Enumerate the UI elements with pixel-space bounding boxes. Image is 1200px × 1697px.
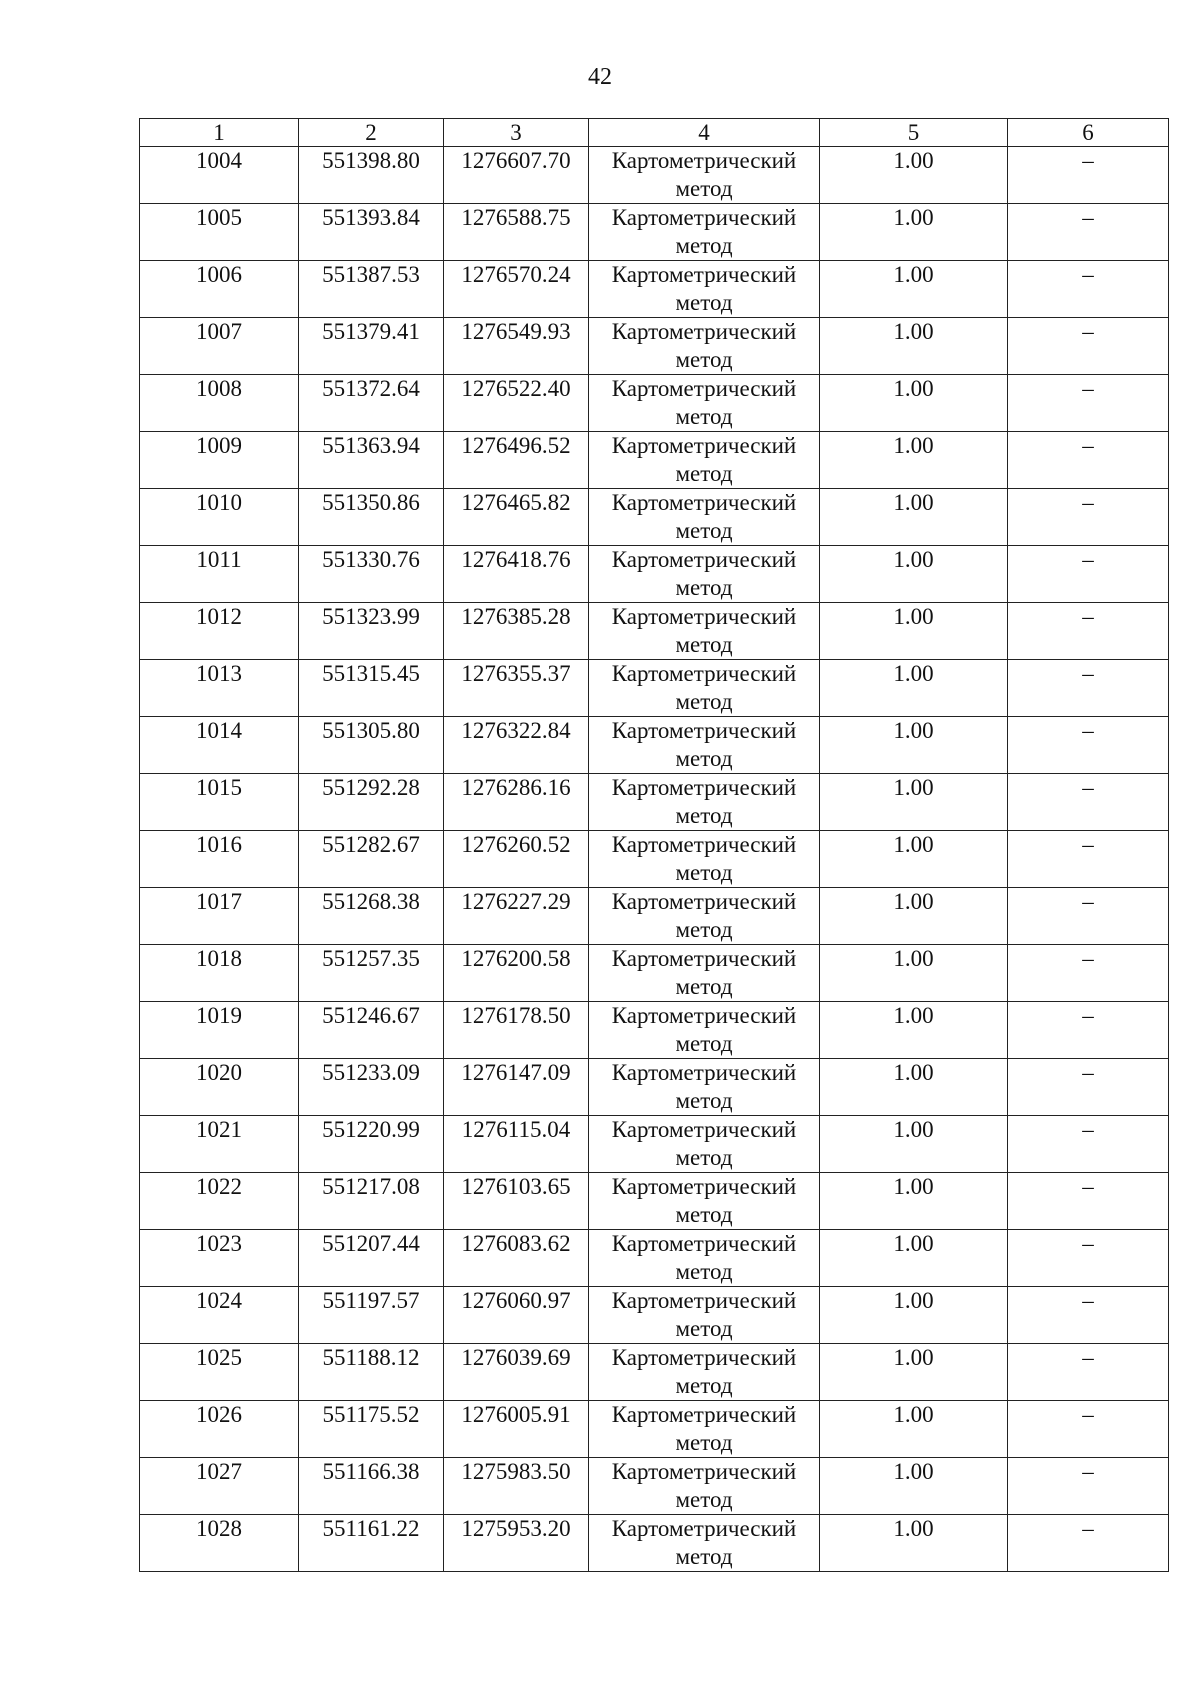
cell-accuracy: 1.00 bbox=[820, 945, 1008, 1002]
method-line-1: Картометрический bbox=[611, 1402, 797, 1427]
cell-method bbox=[589, 888, 820, 945]
header-row bbox=[140, 119, 1169, 147]
cell-method bbox=[589, 1173, 820, 1230]
method-line-1: Картометрический bbox=[611, 661, 797, 686]
coordinates-table bbox=[139, 118, 1169, 1572]
cell-y-coordinate: 1276103.65 bbox=[444, 1173, 589, 1230]
method-line-2: метод bbox=[675, 575, 733, 600]
method-line-2: метод bbox=[675, 746, 733, 771]
cell-x-coordinate: 551166.38 bbox=[299, 1458, 444, 1515]
cell-x-coordinate: 551305.80 bbox=[299, 717, 444, 774]
table-row bbox=[140, 318, 1169, 375]
table-row bbox=[140, 1230, 1169, 1287]
method-line-1: Картометрический bbox=[611, 1003, 797, 1028]
cell-accuracy: 1.00 bbox=[820, 432, 1008, 489]
cell-point-number: 1024 bbox=[140, 1287, 299, 1344]
cell-point-number: 1014 bbox=[140, 717, 299, 774]
cell-y-coordinate: 1276115.04 bbox=[444, 1116, 589, 1173]
cell-point-number: 1023 bbox=[140, 1230, 299, 1287]
method-line-1: Картометрический bbox=[611, 604, 797, 629]
cell-method bbox=[589, 261, 820, 318]
cell-note: – bbox=[1008, 318, 1169, 375]
method-line-2: метод bbox=[675, 1202, 733, 1227]
table-row bbox=[140, 432, 1169, 489]
cell-note: – bbox=[1008, 945, 1169, 1002]
method-line-2: метод bbox=[675, 803, 733, 828]
column-header-4: 4 bbox=[589, 119, 820, 147]
method-line-2: метод bbox=[675, 176, 733, 201]
page-number: 42 bbox=[588, 64, 612, 90]
cell-note: – bbox=[1008, 432, 1169, 489]
cell-accuracy: 1.00 bbox=[820, 1287, 1008, 1344]
cell-method bbox=[589, 1344, 820, 1401]
cell-x-coordinate: 551379.41 bbox=[299, 318, 444, 375]
cell-y-coordinate: 1276496.52 bbox=[444, 432, 589, 489]
cell-y-coordinate: 1276570.24 bbox=[444, 261, 589, 318]
table-row bbox=[140, 774, 1169, 831]
method-line-2: метод bbox=[675, 347, 733, 372]
cell-x-coordinate: 551197.57 bbox=[299, 1287, 444, 1344]
table-row bbox=[140, 204, 1169, 261]
method-line-1: Картометрический bbox=[611, 148, 797, 173]
cell-x-coordinate: 551175.52 bbox=[299, 1401, 444, 1458]
method-line-1: Картометрический bbox=[611, 1288, 797, 1313]
cell-note: – bbox=[1008, 204, 1169, 261]
cell-method bbox=[589, 1116, 820, 1173]
cell-point-number: 1011 bbox=[140, 546, 299, 603]
cell-accuracy: 1.00 bbox=[820, 888, 1008, 945]
column-header-6: 6 bbox=[1008, 119, 1169, 147]
column-header-5: 5 bbox=[820, 119, 1008, 147]
cell-y-coordinate: 1276385.28 bbox=[444, 603, 589, 660]
cell-x-coordinate: 551350.86 bbox=[299, 489, 444, 546]
cell-method bbox=[589, 1059, 820, 1116]
cell-y-coordinate: 1276147.09 bbox=[444, 1059, 589, 1116]
cell-accuracy: 1.00 bbox=[820, 1344, 1008, 1401]
method-line-2: метод bbox=[675, 860, 733, 885]
cell-method bbox=[589, 432, 820, 489]
cell-method bbox=[589, 204, 820, 261]
method-line-1: Картометрический bbox=[611, 775, 797, 800]
method-line-2: метод bbox=[675, 974, 733, 999]
cell-accuracy: 1.00 bbox=[820, 147, 1008, 204]
cell-note: – bbox=[1008, 774, 1169, 831]
cell-y-coordinate: 1275983.50 bbox=[444, 1458, 589, 1515]
cell-x-coordinate: 551372.64 bbox=[299, 375, 444, 432]
cell-note: – bbox=[1008, 546, 1169, 603]
cell-x-coordinate: 551398.80 bbox=[299, 147, 444, 204]
method-line-1: Картометрический bbox=[611, 1516, 797, 1541]
cell-point-number: 1017 bbox=[140, 888, 299, 945]
cell-accuracy: 1.00 bbox=[820, 318, 1008, 375]
cell-x-coordinate: 551315.45 bbox=[299, 660, 444, 717]
cell-method bbox=[589, 1401, 820, 1458]
table-row bbox=[140, 888, 1169, 945]
cell-accuracy: 1.00 bbox=[820, 1116, 1008, 1173]
cell-x-coordinate: 551292.28 bbox=[299, 774, 444, 831]
cell-method bbox=[589, 1002, 820, 1059]
cell-y-coordinate: 1276588.75 bbox=[444, 204, 589, 261]
cell-point-number: 1021 bbox=[140, 1116, 299, 1173]
cell-x-coordinate: 551330.76 bbox=[299, 546, 444, 603]
method-line-1: Картометрический bbox=[611, 946, 797, 971]
cell-point-number: 1019 bbox=[140, 1002, 299, 1059]
table-row bbox=[140, 831, 1169, 888]
cell-accuracy: 1.00 bbox=[820, 1059, 1008, 1116]
cell-y-coordinate: 1276522.40 bbox=[444, 375, 589, 432]
method-line-2: метод bbox=[675, 518, 733, 543]
method-line-1: Картометрический bbox=[611, 889, 797, 914]
cell-point-number: 1004 bbox=[140, 147, 299, 204]
cell-point-number: 1018 bbox=[140, 945, 299, 1002]
cell-method bbox=[589, 774, 820, 831]
cell-accuracy: 1.00 bbox=[820, 261, 1008, 318]
cell-note: – bbox=[1008, 1515, 1169, 1572]
cell-accuracy: 1.00 bbox=[820, 660, 1008, 717]
cell-note: – bbox=[1008, 1287, 1169, 1344]
table-body bbox=[140, 147, 1169, 1572]
cell-method bbox=[589, 1287, 820, 1344]
method-line-1: Картометрический bbox=[611, 1174, 797, 1199]
method-line-1: Картометрический bbox=[611, 1231, 797, 1256]
cell-point-number: 1010 bbox=[140, 489, 299, 546]
cell-point-number: 1016 bbox=[140, 831, 299, 888]
cell-point-number: 1006 bbox=[140, 261, 299, 318]
cell-x-coordinate: 551393.84 bbox=[299, 204, 444, 261]
table-row bbox=[140, 717, 1169, 774]
cell-point-number: 1009 bbox=[140, 432, 299, 489]
cell-x-coordinate: 551220.99 bbox=[299, 1116, 444, 1173]
cell-method bbox=[589, 945, 820, 1002]
table-header bbox=[140, 119, 1169, 147]
method-line-2: метод bbox=[675, 1430, 733, 1455]
cell-method bbox=[589, 603, 820, 660]
cell-note: – bbox=[1008, 1116, 1169, 1173]
cell-y-coordinate: 1276200.58 bbox=[444, 945, 589, 1002]
cell-x-coordinate: 551257.35 bbox=[299, 945, 444, 1002]
cell-method bbox=[589, 318, 820, 375]
cell-note: – bbox=[1008, 375, 1169, 432]
method-line-2: метод bbox=[675, 1088, 733, 1113]
cell-x-coordinate: 551217.08 bbox=[299, 1173, 444, 1230]
cell-note: – bbox=[1008, 261, 1169, 318]
cell-point-number: 1007 bbox=[140, 318, 299, 375]
cell-note: – bbox=[1008, 1230, 1169, 1287]
method-line-2: метод bbox=[675, 233, 733, 258]
cell-method bbox=[589, 1230, 820, 1287]
cell-y-coordinate: 1276083.62 bbox=[444, 1230, 589, 1287]
cell-method bbox=[589, 1458, 820, 1515]
cell-accuracy: 1.00 bbox=[820, 489, 1008, 546]
cell-y-coordinate: 1276039.69 bbox=[444, 1344, 589, 1401]
table-row bbox=[140, 1287, 1169, 1344]
cell-note: – bbox=[1008, 1002, 1169, 1059]
cell-y-coordinate: 1276260.52 bbox=[444, 831, 589, 888]
cell-point-number: 1027 bbox=[140, 1458, 299, 1515]
cell-y-coordinate: 1276418.76 bbox=[444, 546, 589, 603]
cell-y-coordinate: 1276549.93 bbox=[444, 318, 589, 375]
cell-method bbox=[589, 831, 820, 888]
table-row bbox=[140, 1002, 1169, 1059]
method-line-1: Картометрический bbox=[611, 1060, 797, 1085]
cell-point-number: 1025 bbox=[140, 1344, 299, 1401]
table-row bbox=[140, 1116, 1169, 1173]
table-row bbox=[140, 1401, 1169, 1458]
cell-x-coordinate: 551387.53 bbox=[299, 261, 444, 318]
cell-accuracy: 1.00 bbox=[820, 375, 1008, 432]
cell-note: – bbox=[1008, 603, 1169, 660]
method-line-2: метод bbox=[675, 1316, 733, 1341]
table-row bbox=[140, 1344, 1169, 1401]
method-line-2: метод bbox=[675, 461, 733, 486]
cell-y-coordinate: 1275953.20 bbox=[444, 1515, 589, 1572]
method-line-1: Картометрический bbox=[611, 205, 797, 230]
table-row bbox=[140, 375, 1169, 432]
cell-x-coordinate: 551323.99 bbox=[299, 603, 444, 660]
cell-note: – bbox=[1008, 1344, 1169, 1401]
table-row bbox=[140, 603, 1169, 660]
cell-accuracy: 1.00 bbox=[820, 603, 1008, 660]
table-row bbox=[140, 261, 1169, 318]
table-row bbox=[140, 660, 1169, 717]
column-header-3: 3 bbox=[444, 119, 589, 147]
method-line-2: метод bbox=[675, 1373, 733, 1398]
cell-y-coordinate: 1276355.37 bbox=[444, 660, 589, 717]
cell-note: – bbox=[1008, 147, 1169, 204]
method-line-2: метод bbox=[675, 1145, 733, 1170]
table-row bbox=[140, 1458, 1169, 1515]
cell-note: – bbox=[1008, 1458, 1169, 1515]
method-line-1: Картометрический bbox=[611, 262, 797, 287]
cell-accuracy: 1.00 bbox=[820, 1002, 1008, 1059]
cell-x-coordinate: 551363.94 bbox=[299, 432, 444, 489]
cell-x-coordinate: 551246.67 bbox=[299, 1002, 444, 1059]
method-line-2: метод bbox=[675, 1259, 733, 1284]
cell-y-coordinate: 1276465.82 bbox=[444, 489, 589, 546]
method-line-1: Картометрический bbox=[611, 1345, 797, 1370]
cell-method bbox=[589, 1515, 820, 1572]
cell-note: – bbox=[1008, 831, 1169, 888]
cell-accuracy: 1.00 bbox=[820, 1230, 1008, 1287]
cell-accuracy: 1.00 bbox=[820, 717, 1008, 774]
method-line-2: метод bbox=[675, 404, 733, 429]
cell-accuracy: 1.00 bbox=[820, 1401, 1008, 1458]
cell-accuracy: 1.00 bbox=[820, 1173, 1008, 1230]
cell-point-number: 1020 bbox=[140, 1059, 299, 1116]
cell-point-number: 1022 bbox=[140, 1173, 299, 1230]
cell-method bbox=[589, 717, 820, 774]
column-header-1: 1 bbox=[140, 119, 299, 147]
cell-y-coordinate: 1276178.50 bbox=[444, 1002, 589, 1059]
cell-method bbox=[589, 546, 820, 603]
table-row bbox=[140, 489, 1169, 546]
cell-y-coordinate: 1276227.29 bbox=[444, 888, 589, 945]
table-row bbox=[140, 1515, 1169, 1572]
cell-y-coordinate: 1276286.16 bbox=[444, 774, 589, 831]
cell-method bbox=[589, 660, 820, 717]
cell-x-coordinate: 551282.67 bbox=[299, 831, 444, 888]
cell-note: – bbox=[1008, 660, 1169, 717]
cell-y-coordinate: 1276060.97 bbox=[444, 1287, 589, 1344]
cell-note: – bbox=[1008, 1401, 1169, 1458]
method-line-2: метод bbox=[675, 1031, 733, 1056]
method-line-2: метод bbox=[675, 290, 733, 315]
cell-accuracy: 1.00 bbox=[820, 1458, 1008, 1515]
table-row bbox=[140, 1173, 1169, 1230]
cell-point-number: 1028 bbox=[140, 1515, 299, 1572]
cell-point-number: 1026 bbox=[140, 1401, 299, 1458]
cell-note: – bbox=[1008, 1173, 1169, 1230]
cell-y-coordinate: 1276005.91 bbox=[444, 1401, 589, 1458]
method-line-2: метод bbox=[675, 917, 733, 942]
column-header-2: 2 bbox=[299, 119, 444, 147]
cell-accuracy: 1.00 bbox=[820, 831, 1008, 888]
cell-accuracy: 1.00 bbox=[820, 546, 1008, 603]
cell-note: – bbox=[1008, 717, 1169, 774]
cell-point-number: 1012 bbox=[140, 603, 299, 660]
cell-point-number: 1005 bbox=[140, 204, 299, 261]
method-line-2: метод bbox=[675, 1487, 733, 1512]
table-row bbox=[140, 147, 1169, 204]
method-line-1: Картометрический bbox=[611, 832, 797, 857]
cell-x-coordinate: 551207.44 bbox=[299, 1230, 444, 1287]
cell-accuracy: 1.00 bbox=[820, 774, 1008, 831]
table-row bbox=[140, 945, 1169, 1002]
cell-x-coordinate: 551188.12 bbox=[299, 1344, 444, 1401]
cell-x-coordinate: 551161.22 bbox=[299, 1515, 444, 1572]
method-line-2: метод bbox=[675, 689, 733, 714]
method-line-1: Картометрический bbox=[611, 1117, 797, 1142]
cell-x-coordinate: 551268.38 bbox=[299, 888, 444, 945]
cell-method bbox=[589, 489, 820, 546]
cell-method bbox=[589, 375, 820, 432]
cell-x-coordinate: 551233.09 bbox=[299, 1059, 444, 1116]
cell-y-coordinate: 1276322.84 bbox=[444, 717, 589, 774]
cell-point-number: 1013 bbox=[140, 660, 299, 717]
cell-note: – bbox=[1008, 1059, 1169, 1116]
method-line-1: Картометрический bbox=[611, 376, 797, 401]
cell-accuracy: 1.00 bbox=[820, 1515, 1008, 1572]
method-line-1: Картометрический bbox=[611, 1459, 797, 1484]
method-line-1: Картометрический bbox=[611, 490, 797, 515]
cell-point-number: 1008 bbox=[140, 375, 299, 432]
cell-accuracy: 1.00 bbox=[820, 204, 1008, 261]
table-row bbox=[140, 1059, 1169, 1116]
cell-note: – bbox=[1008, 489, 1169, 546]
cell-note: – bbox=[1008, 888, 1169, 945]
cell-point-number: 1015 bbox=[140, 774, 299, 831]
cell-y-coordinate: 1276607.70 bbox=[444, 147, 589, 204]
method-line-1: Картометрический bbox=[611, 718, 797, 743]
method-line-1: Картометрический bbox=[611, 319, 797, 344]
cell-method bbox=[589, 147, 820, 204]
table-row bbox=[140, 546, 1169, 603]
method-line-1: Картометрический bbox=[611, 547, 797, 572]
method-line-1: Картометрический bbox=[611, 433, 797, 458]
method-line-2: метод bbox=[675, 632, 733, 657]
method-line-2: метод bbox=[675, 1544, 733, 1569]
